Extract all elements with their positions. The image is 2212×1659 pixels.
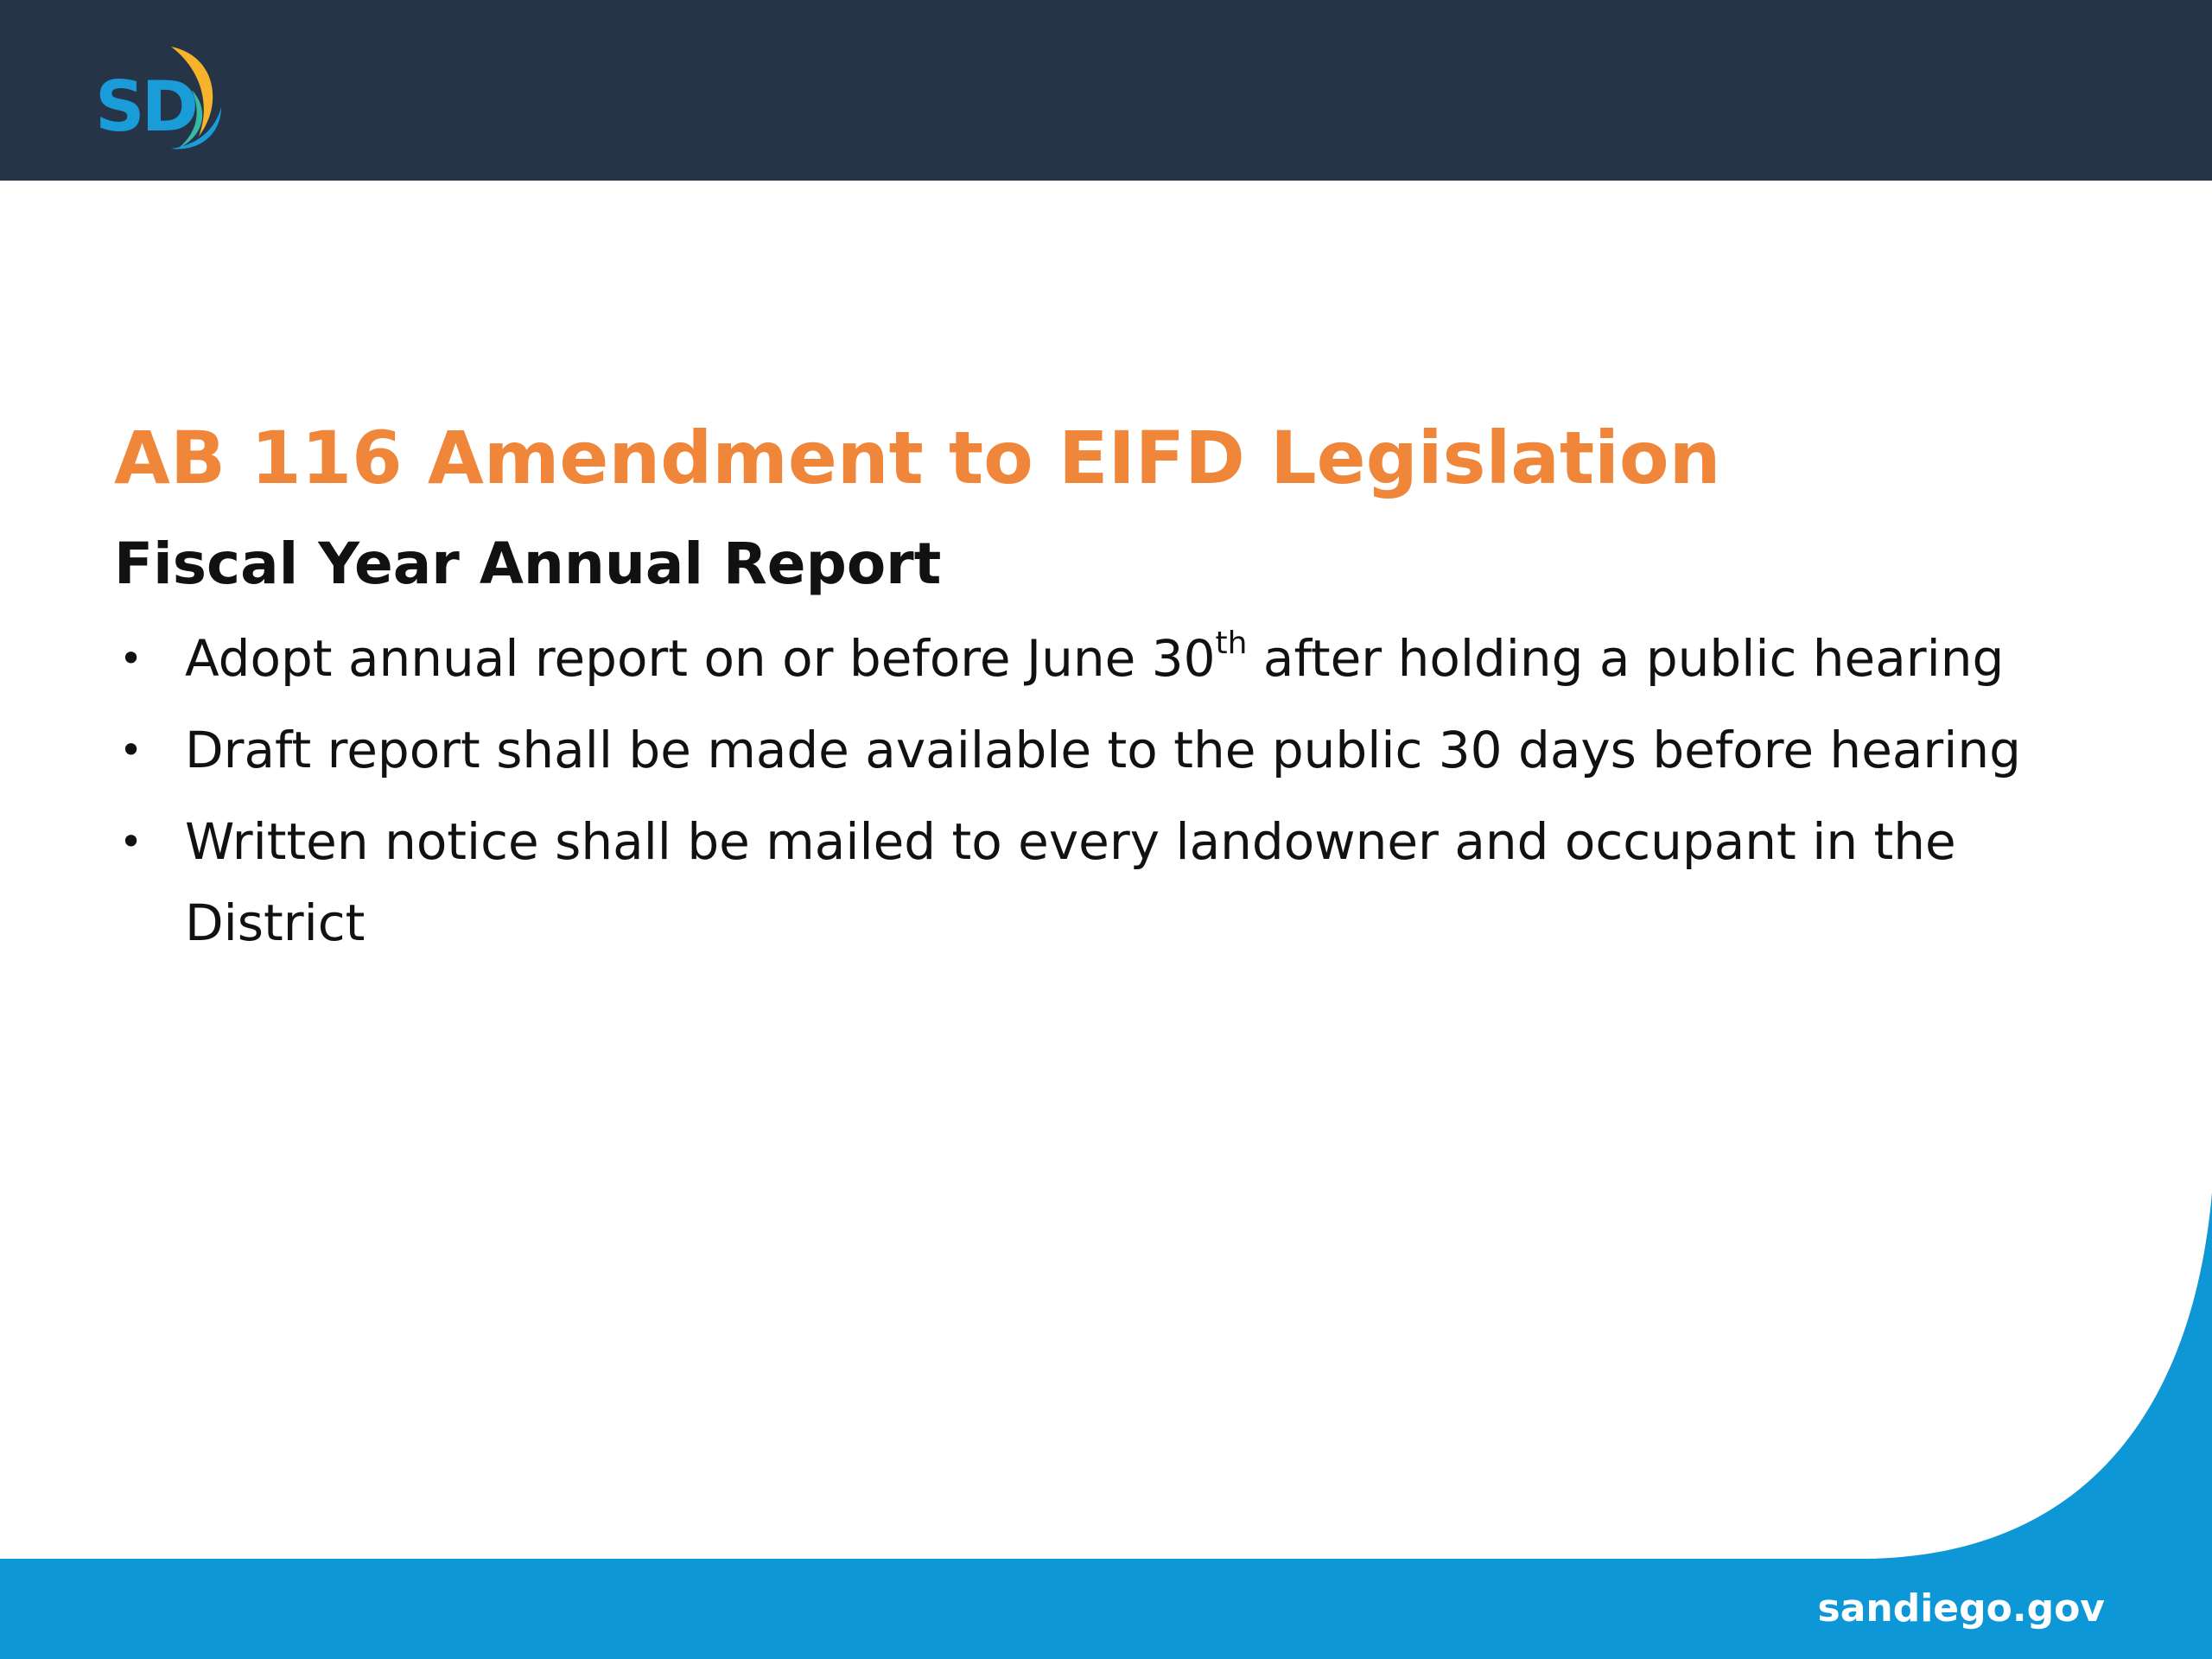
header-bar <box>0 0 2212 181</box>
bullet-dot: • <box>119 727 143 773</box>
logo-text: SD <box>95 67 196 147</box>
footer-website-url: sandiego.gov <box>1817 1586 2105 1630</box>
bullet-text <box>185 625 2005 688</box>
bullet-item <box>114 709 2101 791</box>
bullet-dot: • <box>119 818 143 865</box>
bullet-list <box>114 618 2101 974</box>
bullet-text: Draft report shall be made available to the public 30 days before hearing <box>185 721 2021 779</box>
bullet-item <box>114 618 2101 699</box>
bullet-text-part: Adopt annual report on or before June 30 <box>185 629 1216 688</box>
slide-subtitle: Fiscal Year Annual Report <box>114 531 942 597</box>
bullet-superscript: th <box>1215 625 1248 661</box>
city-sail-logo-icon <box>95 41 242 154</box>
bullet-item <box>114 801 2101 963</box>
bullet-text-part: after holding a public hearing <box>1247 629 2005 688</box>
bullet-text: Written notice shall be mailed to every landowner and occupant in the District <box>185 812 1956 952</box>
slide-title: AB 116 Amendment to EIFD Legislation <box>114 416 1721 500</box>
bullet-dot: • <box>119 635 143 682</box>
